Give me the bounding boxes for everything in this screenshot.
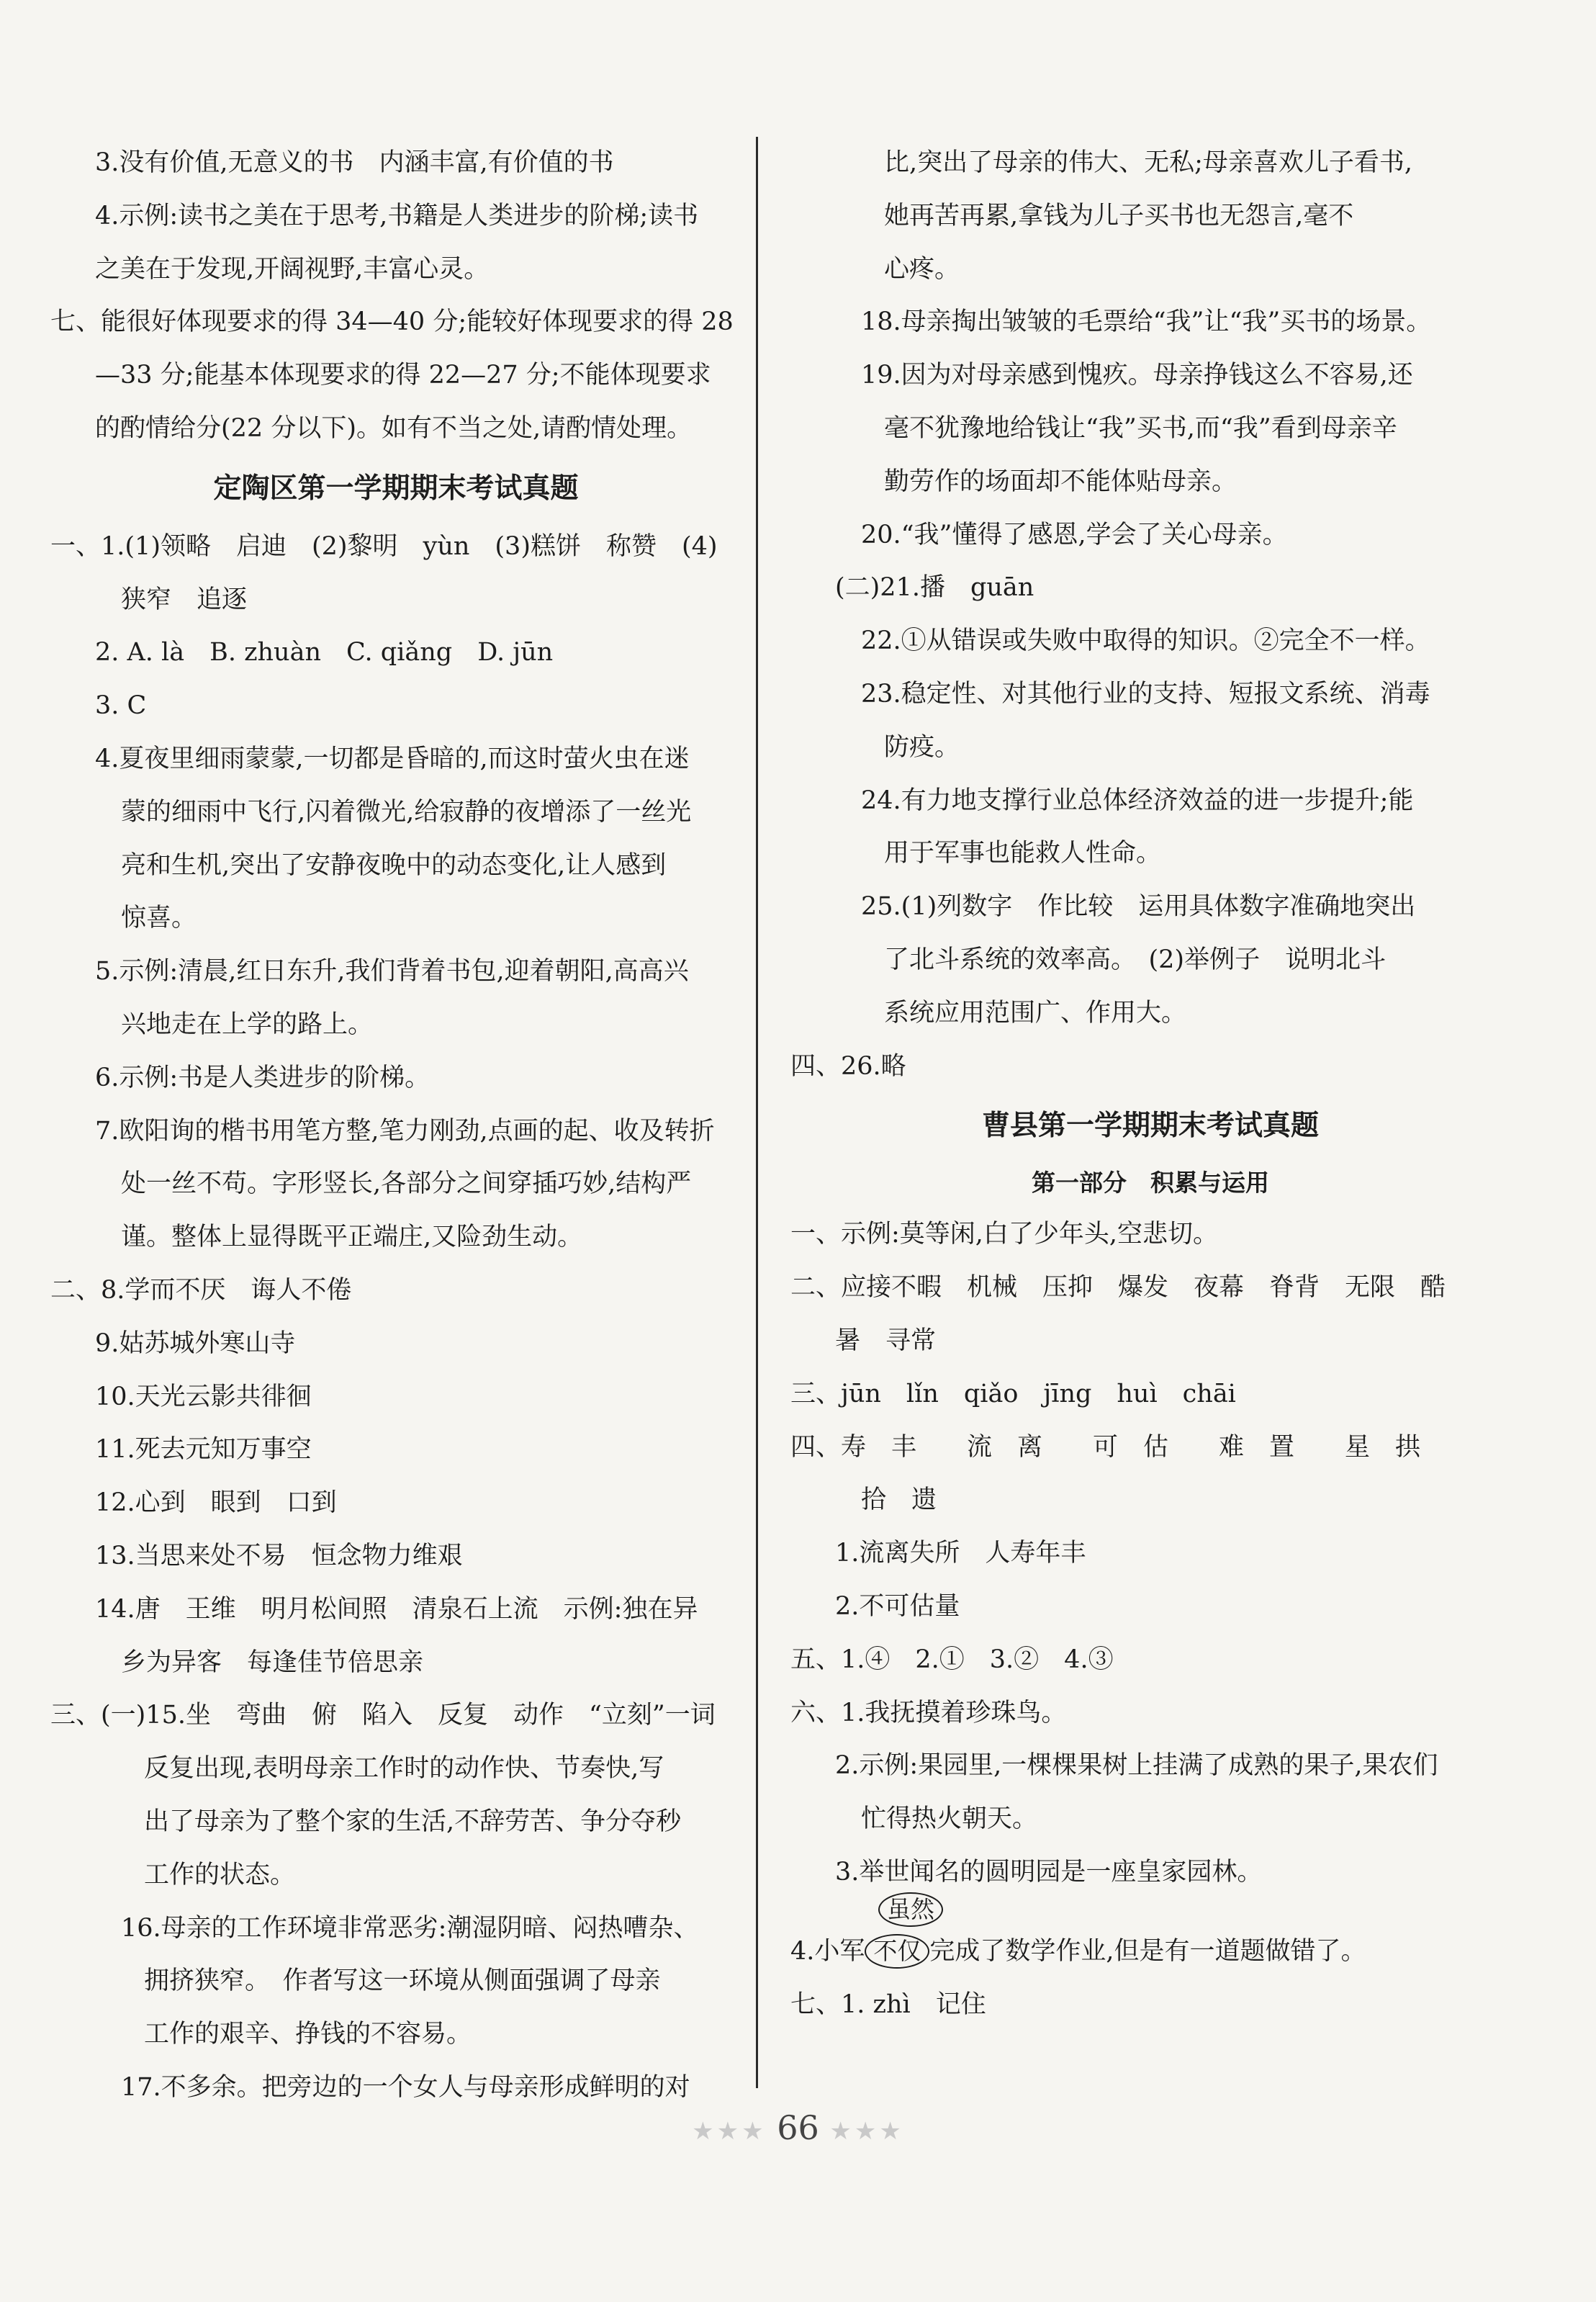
answer-line: 七、1. zhì 记住 [790, 1989, 986, 2019]
answer-line: 12.心到 眼到 口到 [95, 1488, 337, 1518]
answer-text-after: 完成了数学作业,但是有一道题做错了。 [929, 1936, 1366, 1966]
answer-line: 工作的状态。 [144, 1860, 296, 1889]
answer-line: 毫不犹豫地给钱让“我”买书,而“我”看到母亲辛 [884, 413, 1397, 443]
answer-line: 了北斗系统的效率高。 (2)举例子 说明北斗 [884, 945, 1387, 974]
column-divider [756, 137, 758, 2088]
answer-line: 20.“我”懂得了感恩,学会了关心母亲。 [861, 520, 1288, 549]
answer-line: 拥挤狭窄。 作者写这一环境从侧面强调了母亲 [144, 1966, 661, 1996]
answer-line: 3.没有价值,无意义的书 内涵丰富,有价值的书 [95, 148, 614, 177]
answer-line: (二)21.播 guān [835, 573, 1034, 603]
answer-line: 三、(一)15.坐 弯曲 俯 陷入 反复 动作 “立刻”一词 [50, 1701, 716, 1730]
right-column-lower [790, 1979, 1510, 2032]
answer-line: 3. C [95, 691, 147, 721]
answer-line: 一、示例:莫等闲,白了少年头,空悲切。 [790, 1220, 1219, 1249]
right-column-upper [790, 137, 1510, 1899]
answer-line: 惊喜。 [121, 904, 197, 933]
answer-line: 三、jūn lǐn qiǎo jīng huì chāi [790, 1379, 1236, 1408]
page-footer [0, 2108, 1596, 2147]
answer-line [790, 1925, 1366, 1979]
answer-line: 13.当思来处不易 恒念物力维艰 [95, 1541, 463, 1570]
answer-line: 7.欧阳询的楷书用笔方整,笔力刚劲,点画的起、收及转折 [95, 1116, 715, 1146]
answer-line: 四、寿 丰 流 离 可 估 难 置 星 拱 [790, 1432, 1421, 1462]
stars-right-icon: ★★★ [829, 2117, 904, 2146]
section-subtitle: 第一部分 积累与运用 [1032, 1169, 1269, 1197]
answer-line: 亮和生机,突出了安静夜晚中的动态变化,让人感到 [121, 850, 667, 880]
inserted-word-bubble: 虽然 [878, 1892, 943, 1927]
section-title: 定陶区第一学期期末考试真题 [213, 471, 579, 505]
answer-line: 五、1.④ 2.① 3.② 4.③ [790, 1645, 1114, 1674]
answer-line: 系统应用范围广、作用大。 [884, 998, 1187, 1028]
answer-line: 6.示例:书是人类进步的阶梯。 [95, 1063, 430, 1092]
answer-line: 19.因为对母亲感到愧疚。母亲挣钱这么不容易,还 [861, 361, 1413, 390]
answer-line: 忙得热火朝天。 [861, 1804, 1038, 1834]
answer-line: 乡为异客 每逢佳节倍思亲 [121, 1647, 424, 1677]
answer-line: 防疫。 [884, 732, 960, 762]
answer-line: 3.举世闻名的圆明园是一座皇家园林。 [835, 1857, 1263, 1887]
answer-line: 之美在于发现,开阔视野,丰富心灵。 [95, 254, 490, 284]
answer-line: 9.姑苏城外寒山寺 [95, 1328, 296, 1358]
answer-line: 一、1.(1)领略 启迪 (2)黎明 yùn (3)糕饼 称赞 (4) [50, 531, 718, 561]
answer-line: 11.死去元知万事空 [95, 1435, 312, 1465]
answer-line: 5.示例:清晨,红日东升,我们背着书包,迎着朝阳,高高兴 [95, 957, 689, 986]
answer-line: —33 分;能基本体现要求的得 22—27 分;不能体现要求 [95, 361, 711, 390]
answer-line: 出了母亲为了整个家的生活,不辞劳苦、争分夺秒 [144, 1807, 682, 1836]
answer-line: 暑 寻常 [835, 1326, 937, 1355]
answer-line: 22.①从错误或失败中取得的知识。②完全不一样。 [861, 626, 1430, 656]
answer-line: 16.母亲的工作环境非常恶劣:潮湿阴暗、闷热嘈杂、 [121, 1913, 699, 1943]
answer-line: 二、8.学而不厌 诲人不倦 [50, 1275, 352, 1305]
left-column [50, 137, 741, 2115]
answer-line: 兴地走在上学的路上。 [121, 1010, 374, 1039]
answer-line: 她再苦再累,拿钱为儿子买书也无怨言,毫不 [884, 201, 1354, 230]
answer-line: 谨。整体上显得既平正端庄,又险劲生动。 [121, 1223, 583, 1252]
answer-line: 2. A. là B. zhuàn C. qiǎng D. jūn [95, 638, 554, 667]
answer-line: 2.不可估量 [835, 1591, 960, 1621]
answer-line: 17.不多余。把旁边的一个女人与母亲形成鲜明的对 [121, 2072, 690, 2102]
answer-line: 七、能很好体现要求的得 34—40 分;能较好体现要求的得 28 [50, 307, 734, 337]
answer-line: 二、应接不暇 机械 压抑 爆发 夜幕 脊背 无限 酷 [790, 1273, 1446, 1303]
answer-line: 心疼。 [884, 254, 960, 284]
answer-line: 4.示例:读书之美在于思考,书籍是人类进步的阶梯;读书 [95, 201, 699, 230]
right-column [790, 137, 1510, 2032]
answer-line: 1.流离失所 人寿年丰 [835, 1539, 1086, 1568]
answer-line: 10.天光云影共徘徊 [95, 1382, 312, 1411]
page-number: 66 [777, 2108, 819, 2147]
answer-line: 勤劳作的场面却不能体贴母亲。 [884, 467, 1237, 496]
answer-line: 18.母亲掏出皱皱的毛票给“我”让“我”买书的场景。 [861, 307, 1432, 337]
answer-line: 14.唐 王维 明月松间照 清泉石上流 示例:独在异 [95, 1594, 698, 1624]
answer-line: 拾 遗 [861, 1485, 937, 1515]
answer-line: 反复出现,表明母亲工作时的动作快、节奏快,写 [144, 1754, 664, 1784]
stars-left-icon: ★★★ [692, 2117, 767, 2146]
answer-line: 蒙的细雨中飞行,闪着微光,给寂静的夜增添了一丝光 [121, 797, 692, 827]
answer-line: 狭窄 追逐 [121, 585, 248, 614]
answer-line: 四、26.略 [790, 1051, 906, 1081]
section-title: 曹县第一学期期末考试真题 [981, 1109, 1319, 1143]
answer-line: 用于军事也能救人性命。 [884, 839, 1162, 868]
answer-line: 25.(1)列数字 作比较 运用具体数字准确地突出 [861, 892, 1416, 922]
answer-line: 六、1.我抚摸着珍珠鸟。 [790, 1698, 1067, 1727]
correction-line [790, 1894, 1510, 1979]
answer-line: 的酌情给分(22 分以下)。如有不当之处,请酌情处理。 [95, 413, 693, 443]
answer-line: 24.有力地支撑行业总体经济效益的进一步提升;能 [861, 786, 1414, 815]
answer-line: 23.稳定性、对其他行业的支持、短报文系统、消毒 [861, 679, 1430, 709]
answer-line: 4.夏夜里细雨蒙蒙,一切都是昏暗的,而这时萤火虫在迷 [95, 744, 690, 773]
answer-line: 比,突出了母亲的伟大、无私;母亲喜欢儿子看书, [884, 148, 1413, 177]
deleted-word-bubble: 不仅 [865, 1934, 929, 1969]
answer-line: 2.示例:果园里,一棵棵果树上挂满了成熟的果子,果农们 [835, 1751, 1438, 1781]
answer-line: 工作的艰辛、挣钱的不容易。 [144, 2020, 472, 2049]
answer-text-before: 4.小军 [790, 1936, 865, 1966]
answer-line: 处一丝不苟。字形竖长,各部分之间穿插巧妙,结构严 [121, 1169, 692, 1199]
